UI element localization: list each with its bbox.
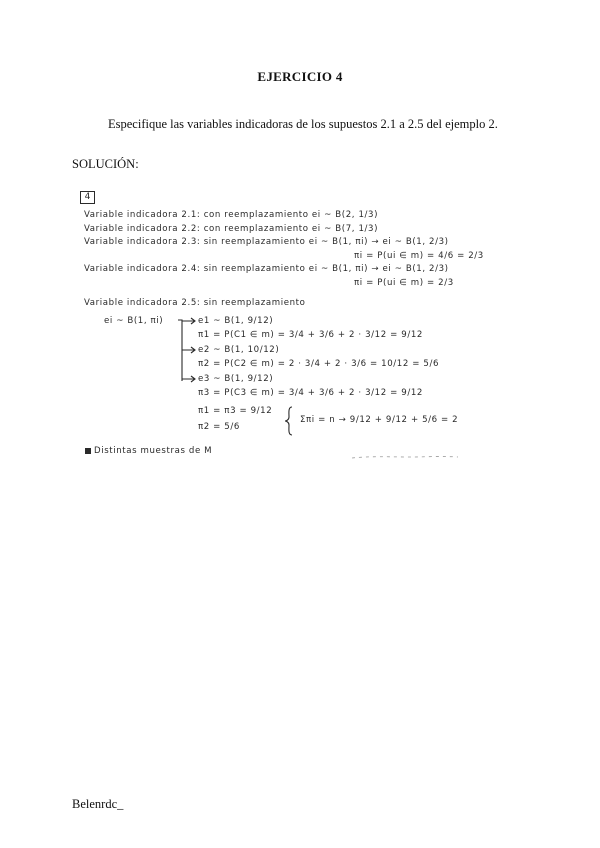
handwritten-line: Variable indicadora 2.5: sin reemplazamiento (84, 298, 306, 308)
solution-label: SOLUCIÓN: (72, 157, 139, 171)
handwritten-line: Variable indicadora 2.2: con reemplazamiento ei ~ B(7, 1/3) (84, 224, 379, 234)
handwritten-line: ei ~ B(1, πi) (104, 316, 164, 326)
author-footer: Belenrdc_ (72, 797, 124, 811)
handwritten-line: π2 = 5/6 (198, 422, 240, 432)
handwritten-line: π1 = P(C1 ∈ m) = 3/4 + 3/6 + 2 · 3/12 = 9/12 (198, 330, 423, 340)
handwritten-line: e2 ~ B(1, 10/12) (198, 345, 280, 355)
handwritten-line: Distintas muestras de M (94, 446, 213, 456)
handwritten-line: e3 ~ B(1, 9/12) (198, 374, 274, 384)
bullet-square-icon (85, 448, 91, 454)
handwritten-line: π1 = π3 = 9/12 (198, 406, 273, 416)
handwritten-line: πi = P(ui ∈ m) = 4/6 = 2/3 (354, 251, 484, 261)
handwritten-line: π3 = P(C3 ∈ m) = 3/4 + 3/6 + 2 · 3/12 = 9/12 (198, 388, 423, 398)
exercise-number-box: 4 (80, 191, 95, 204)
handwritten-line: Σπi = n → 9/12 + 9/12 + 5/6 = 2 (300, 415, 459, 425)
handwritten-line: Variable indicadora 2.4: sin reemplazamiento ei ~ B(1, πi) → ei ~ B(1, 2/3) (84, 264, 449, 274)
handwritten-line: Variable indicadora 2.1: con reemplazamiento ei ~ B(2, 1/3) (84, 210, 379, 220)
handwritten-line: πi = P(ui ∈ m) = 2/3 (354, 278, 454, 288)
handwritten-line: e1 ~ B(1, 9/12) (198, 316, 274, 326)
handwritten-line: π2 = P(C2 ∈ m) = 2 · 3/4 + 2 · 3/6 = 10/12 = 5/6 (198, 359, 440, 369)
exercise-title: EJERCICIO 4 (257, 69, 343, 84)
handwritten-line: Variable indicadora 2.3: sin reemplazamiento ei ~ B(1, πi) → ei ~ B(1, 2/3) (84, 237, 449, 247)
exercise-statement: Especifique las variables indicadoras de los supuestos 2.1 a 2.5 del ejemplo 2. (108, 117, 498, 131)
